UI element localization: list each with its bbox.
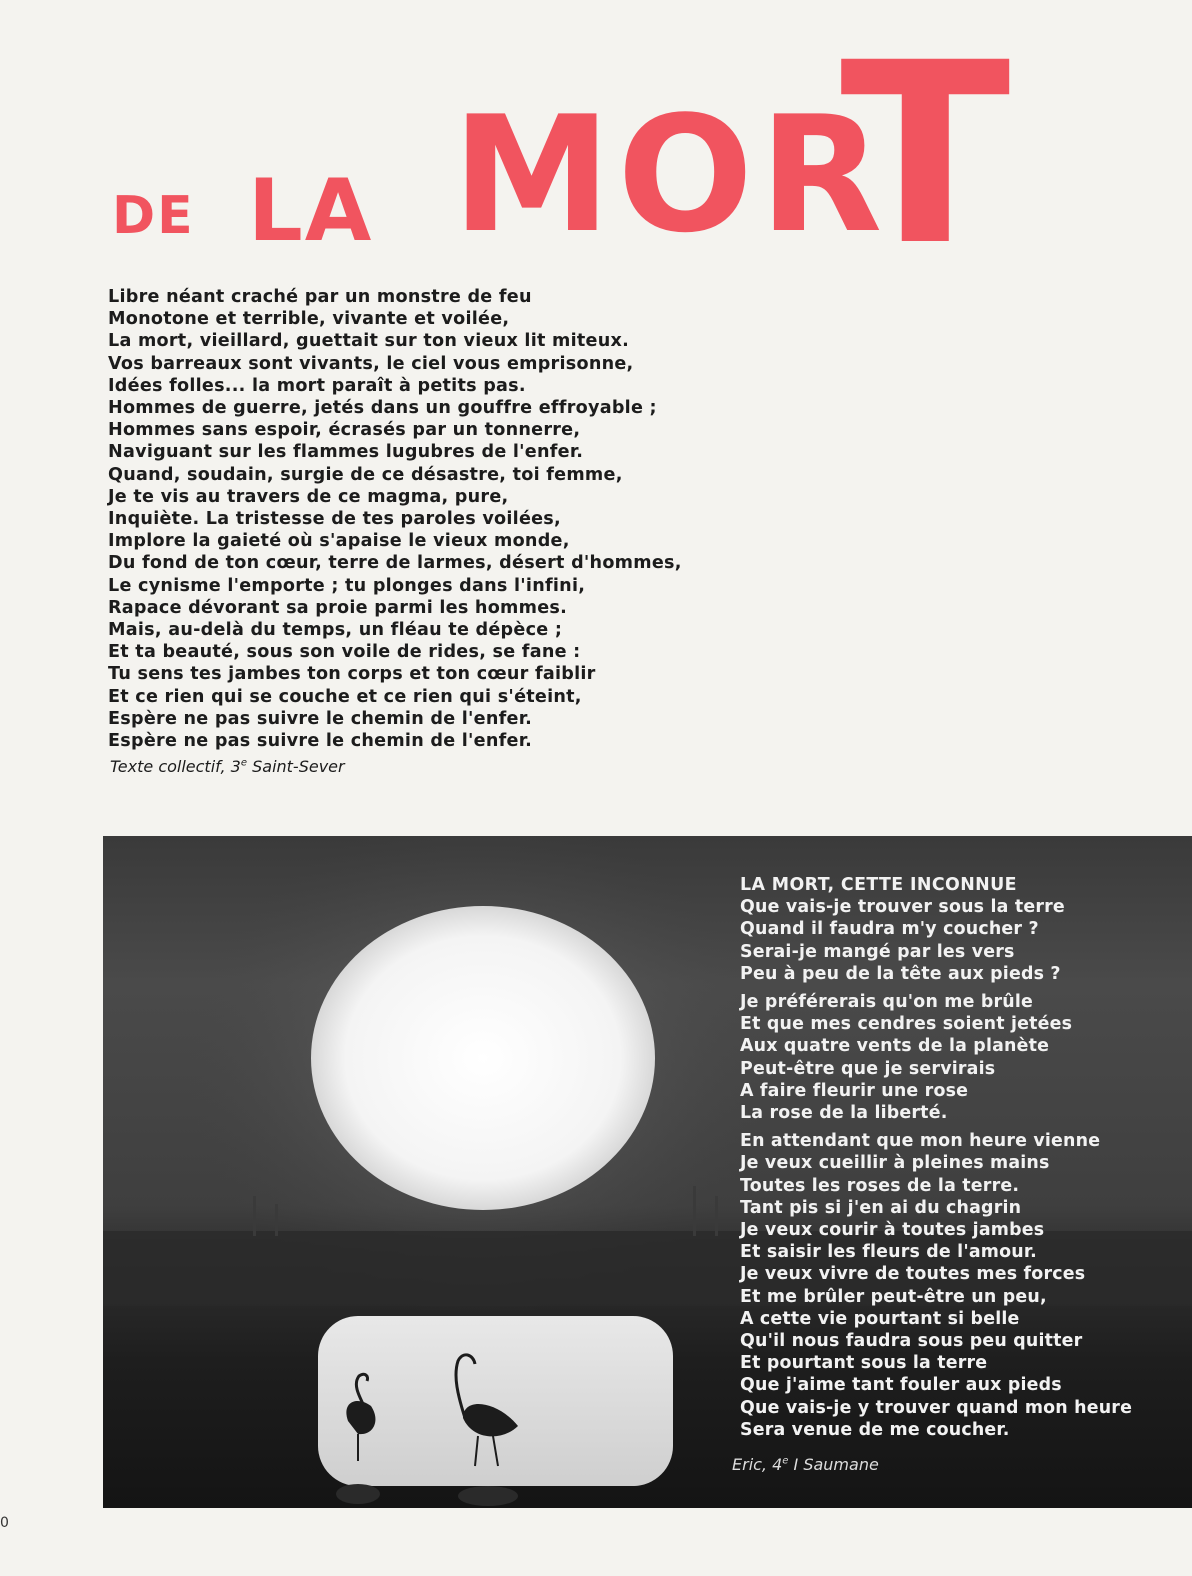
credit-text: Eric, 4	[732, 1455, 783, 1474]
title-word-la: LA	[248, 161, 374, 261]
poem-line: Aux quatre vents de la planète	[740, 1036, 1050, 1057]
poem-line: Que vais-je trouver sous la terre	[740, 897, 1065, 918]
page-number: 0	[0, 1515, 9, 1531]
poem-credit-eric	[732, 1455, 879, 1474]
poem-collective	[108, 286, 748, 752]
poem-line: Le cynisme l'emporte ; tu plonges dans l'infini,	[108, 575, 586, 596]
poem-line: Je te vis au travers de ce magma, pure,	[108, 486, 509, 507]
sun-reflection	[318, 1316, 673, 1486]
chimney	[253, 1196, 256, 1236]
poem-line: Qu'il nous faudra sous peu quitter	[740, 1331, 1083, 1352]
poem-line: Que j'aime tant fouler aux pieds	[740, 1375, 1062, 1396]
stanza-3	[740, 1130, 1180, 1441]
poem-line: Que vais-je y trouver quand mon heure	[740, 1397, 1133, 1418]
poem-line: Serai-je mangé par les vers	[740, 941, 1015, 962]
poem-line: Espère ne pas suivre le chemin de l'enfer.	[108, 708, 533, 729]
poem-line: A faire fleurir une rose	[740, 1080, 969, 1101]
chimney	[715, 1196, 718, 1236]
poem-line: Et que mes cendres soient jetées	[740, 1014, 1073, 1035]
poem-line: Implore la gaieté où s'apaise le vieux monde,	[108, 531, 570, 552]
poem-line: Et saisir les fleurs de l'amour.	[740, 1242, 1037, 1263]
sun	[311, 906, 655, 1210]
stanza-2	[740, 991, 1180, 1124]
credit-text: Texte collectif, 3	[110, 757, 241, 776]
poem-line: Peut-être que je servirais	[740, 1058, 996, 1079]
stanza-1	[740, 896, 1180, 985]
poem-line: La mort, vieillard, guettait sur ton vieux lit miteux.	[108, 331, 630, 352]
flamingo-right-reflection	[458, 1486, 518, 1506]
poem-line: Toutes les roses de la terre.	[740, 1175, 1020, 1196]
credit-superscript: e	[240, 757, 248, 769]
title-word-t: T	[840, 9, 1011, 300]
poem-line: Mais, au-delà du temps, un fléau te dépèce ;	[108, 620, 563, 641]
poem-line: Quand, soudain, surgie de ce désastre, toi femme,	[108, 464, 623, 485]
poem-line: Et pourtant sous la terre	[740, 1353, 988, 1374]
poem-line: La rose de la liberté.	[740, 1103, 948, 1124]
poem-line: Je préférerais qu'on me brûle	[740, 992, 1034, 1013]
poem-line: Et ce rien qui se couche et ce rien qui s'éteint,	[108, 686, 582, 707]
chimney	[693, 1186, 696, 1236]
poem-line: A cette vie pourtant si belle	[740, 1308, 1020, 1329]
title-word-de: DE	[112, 186, 195, 246]
poem-line: Je veux cueillir à pleines mains	[740, 1153, 1050, 1174]
chimney	[275, 1204, 278, 1236]
flamingo-left-reflection	[336, 1484, 380, 1504]
credit-superscript: e	[782, 1455, 789, 1467]
poem-line: Tant pis si j'en ai du chagrin	[740, 1197, 1022, 1218]
poem-line: Du fond de ton cœur, terre de larmes, désert d'hommes,	[108, 553, 682, 574]
poem-line: Espère ne pas suivre le chemin de l'enfer.	[108, 731, 533, 752]
credit-text: Saint-Sever	[247, 757, 345, 776]
poem-line: Sera venue de me coucher.	[740, 1419, 1010, 1440]
poem-line: Hommes de guerre, jetés dans un gouffre effroyable ;	[108, 398, 657, 419]
poem-line: Idées folles... la mort paraît à petits pas.	[108, 375, 526, 396]
poem-line: En attendant que mon heure vienne	[740, 1131, 1101, 1152]
poem-line: Rapace dévorant sa proie parmi les hommes.	[108, 597, 568, 618]
poem-inconnue	[740, 874, 1180, 1441]
credit-text: I Saumane	[788, 1455, 879, 1474]
poem-line: Et me brûler peut-être un peu,	[740, 1286, 1047, 1307]
poem-line: Monotone et terrible, vivante et voilée,	[108, 309, 510, 330]
poem-line: Je veux vivre de toutes mes forces	[740, 1264, 1086, 1285]
poem-line: Peu à peu de la tête aux pieds ?	[740, 963, 1061, 984]
poem-line: Quand il faudra m'y coucher ?	[740, 919, 1039, 940]
poem-line: Tu sens tes jambes ton corps et ton cœur faiblir	[108, 664, 596, 685]
poem-line: Naviguant sur les flammes lugubres de l'enfer.	[108, 442, 584, 463]
poem-line: Libre néant craché par un monstre de feu	[108, 287, 532, 307]
title-word-mor: MOR	[452, 81, 889, 268]
poem-line: Je veux courir à toutes jambes	[740, 1220, 1045, 1241]
poem-credit-collective	[110, 757, 345, 776]
poem-line: Hommes sans espoir, écrasés par un tonnerre,	[108, 420, 581, 441]
poem-line: Et ta beauté, sous son voile de rides, se fane :	[108, 642, 581, 663]
poem-title: LA MORT, CETTE INCONNUE	[740, 875, 1017, 895]
poem-line: Inquiète. La tristesse de tes paroles voilées,	[108, 509, 561, 530]
poem-line: Vos barreaux sont vivants, le ciel vous emprisonne,	[108, 353, 634, 374]
